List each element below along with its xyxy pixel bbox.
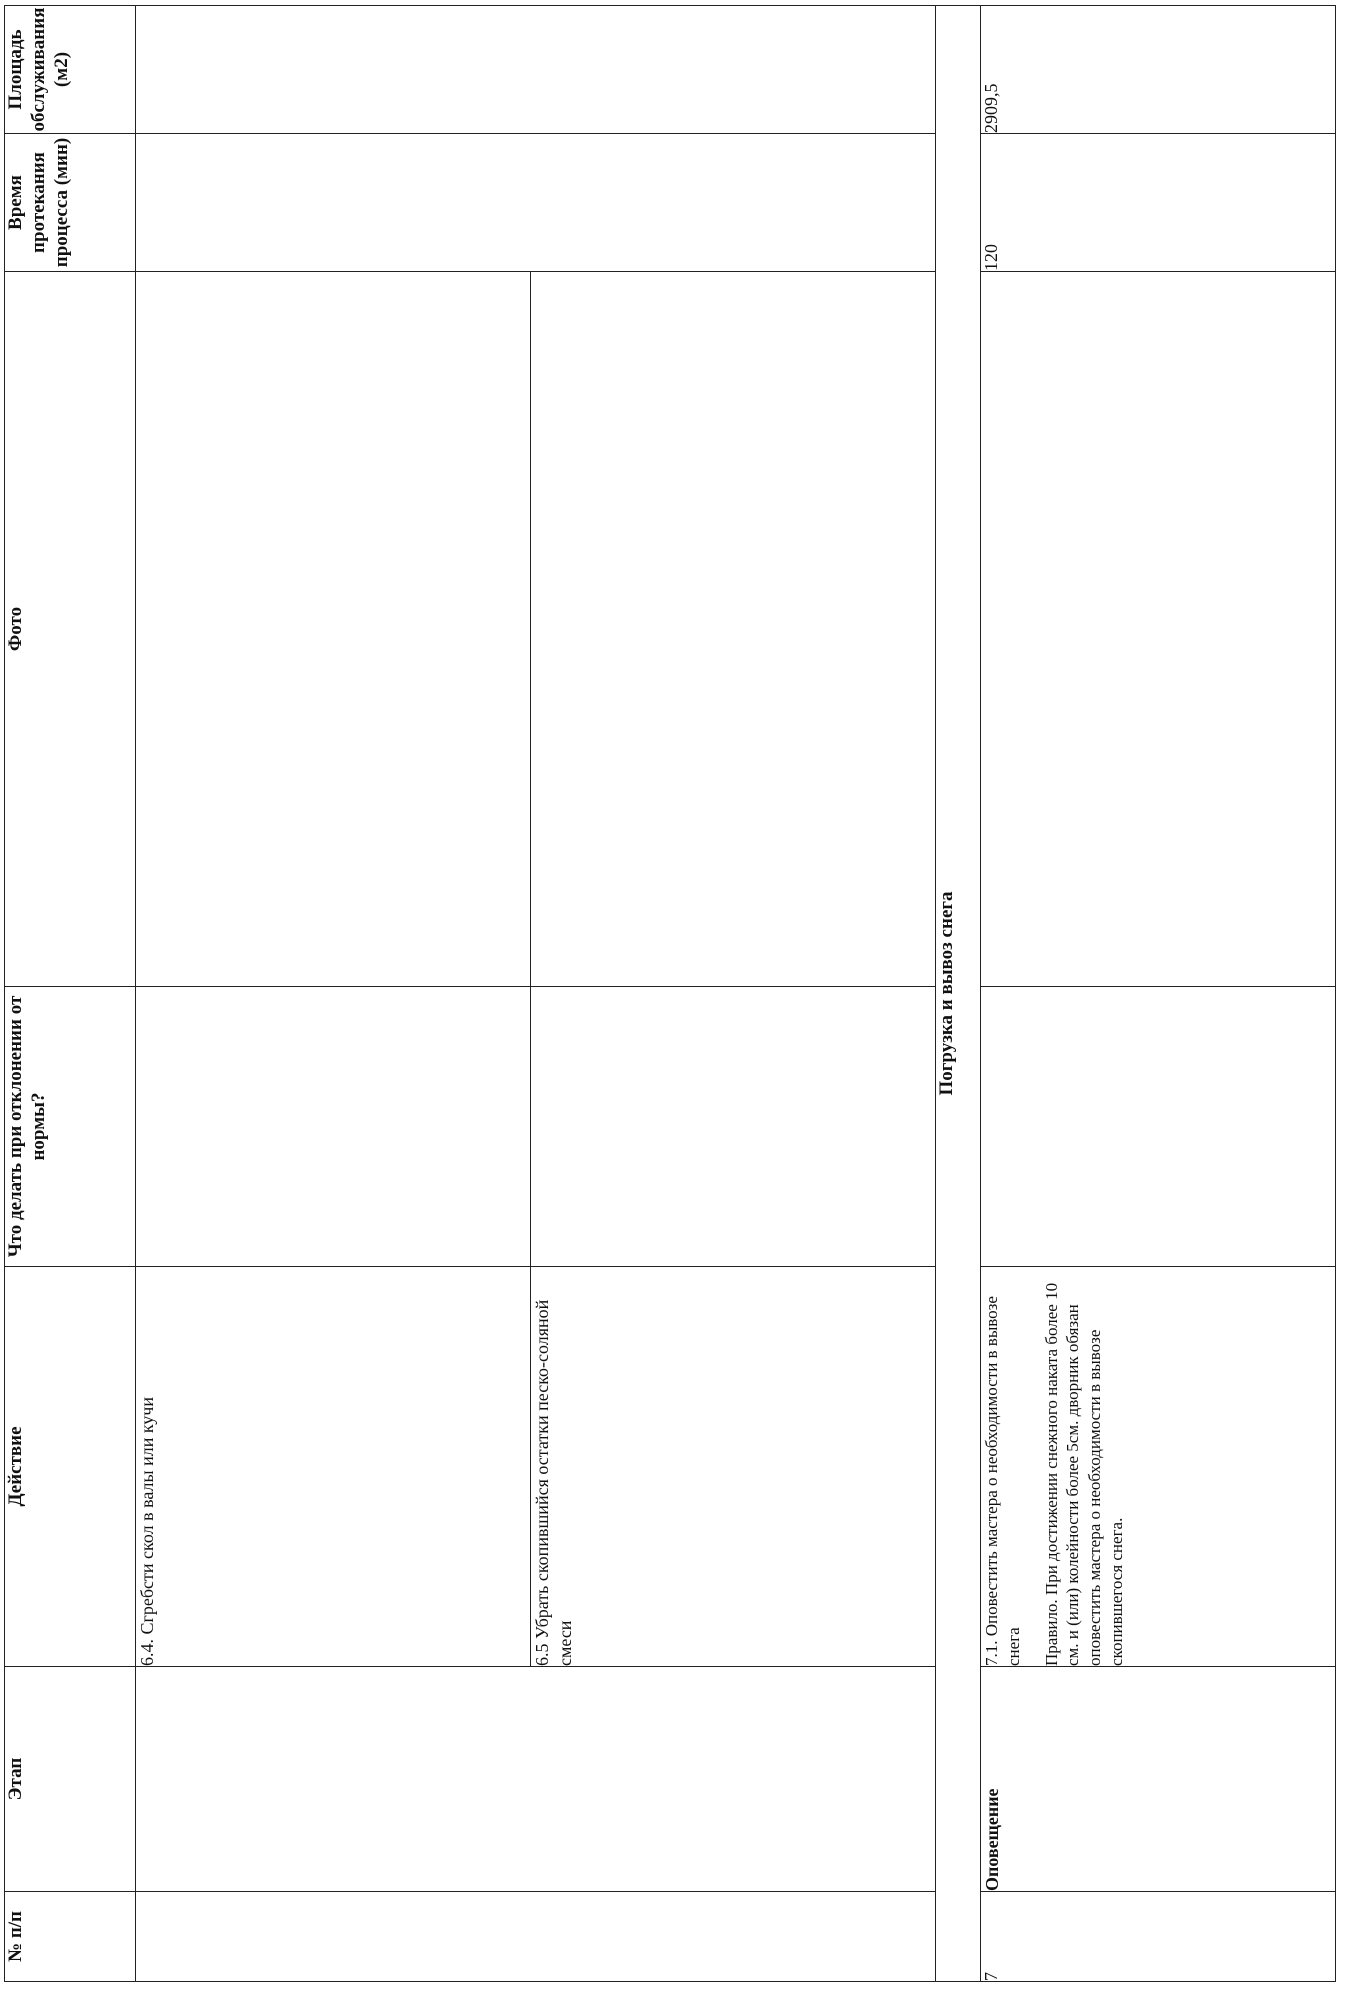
photo-cell [531, 272, 936, 987]
table-row [136, 6, 531, 1982]
header-photo: Фото [5, 272, 136, 987]
deviation-cell [531, 987, 936, 1267]
time-cell [136, 134, 936, 272]
rotated-table-area [4, 6, 1340, 1982]
header-deviation: Что делать при отклонении от нормы? [5, 987, 136, 1267]
section-title: Погрузка и вывоз снега [936, 6, 981, 1982]
header-row [5, 6, 136, 1982]
time-cell: 120 [981, 134, 1336, 272]
header-time: Время протекания процесса (мин) [5, 134, 136, 272]
num-cell [136, 1892, 936, 1982]
action-text: 7.1. Оповестить мастера о необходимости в вывозе снега [982, 1296, 1023, 1666]
photo-cell [136, 272, 531, 987]
process-table [4, 5, 1336, 1982]
num-cell: 7 [981, 1892, 1336, 1982]
action-cell: 6.5 Убрать скопившийся остатки песко-соляной смеси [531, 1267, 936, 1667]
table-row [981, 6, 1336, 1982]
action-cell: 6.4. Сгребсти скол в валы или кучи [136, 1267, 531, 1667]
header-num: № п/п [5, 1892, 136, 1982]
stage-cell: Оповещение [981, 1667, 1336, 1892]
section-row [936, 6, 981, 1982]
deviation-cell [136, 987, 531, 1267]
action-cell [981, 1267, 1336, 1667]
area-cell: 2909,5 [981, 6, 1336, 134]
rule-text: Правило. При достижении снежного наката более 10 см. и (или) колейности более 5см. дворник обязан оповестить мастера о необходимости в вывозе скопившегося снега. [1041, 1282, 1126, 1666]
photo-cell [981, 272, 1336, 987]
area-cell [136, 6, 936, 134]
header-area: Площадь обслуживания (м2) [5, 6, 136, 134]
deviation-cell [981, 987, 1336, 1267]
stage-cell [136, 1667, 936, 1892]
header-stage: Этап [5, 1667, 136, 1892]
header-action: Действие [5, 1267, 136, 1667]
